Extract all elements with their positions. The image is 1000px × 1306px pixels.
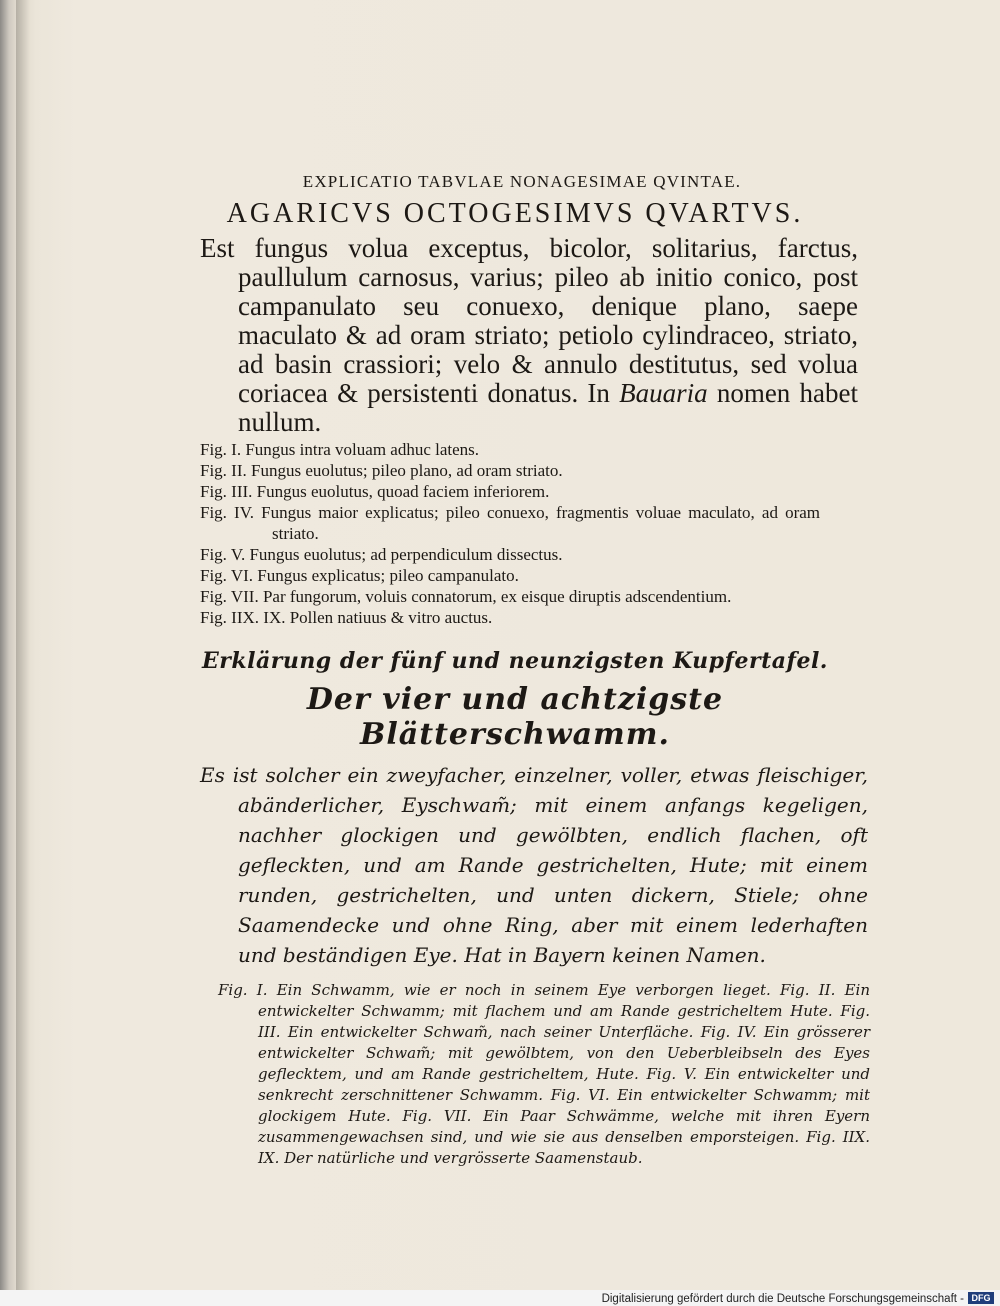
latin-figure-list — [200, 439, 820, 628]
latin-figure-item: Fig. IV. Fungus maior explicatus; pileo conuexo, fragmentis voluae maculato, ad oram striato. — [200, 503, 820, 543]
footer-funding-note: Digitalisierung gefördert durch die Deutsche Forschungsgemeinschaft - — [601, 1293, 964, 1305]
page-text — [200, 172, 870, 1169]
german-description: Es ist solcher ein zweyfacher, einzelner, voller, etwas fleischiger, abänderlicher, Eyschwam̃; mit einem anfangs kegeligen, nachher glockigen und gewölbten, endlich flachen, oft gefleckten, und am Rande gestrichelten, Hute; mit einem runden, gestrichelten, und unten dickern, Stiele; ohne Saamendecke und ohne Ring, aber mit einem lederhaften und beständigen Eye. Hat in Bayern keinen Namen. — [200, 763, 868, 967]
latin-description — [200, 234, 858, 437]
latin-figure-item: Fig. III. Fungus euolutus, quoad faciem inferiorem. — [200, 482, 550, 501]
latin-place-name: Bauaria — [619, 378, 708, 408]
latin-figure-item: Fig. II. Fungus euolutus; pileo plano, ad oram striato. — [200, 461, 563, 480]
german-figure-descriptions: Fig. I. Ein Schwamm, wie er noch in seinem Eye verborgen lieget. Fig. II. Ein entwickelter Schwamm; mit flachem und am Rande gestricheltem Hute. Fig. III. Ein entwickelter Schwam̃, nach seiner Unterfläche. Fig. IV. Ein grösserer entwickelter Schwam̃; mit gewölbtem, von den Ueberbleibseln des Eyes geflecktem, und am Rande gestricheltem, Hute. Fig. V. Ein entwickelter und senkrecht zerschnittener Schwamm. Fig. VI. Ein entwickelter Schwamm; mit glockigem Hute. Fig. VII. Ein Paar Schwämme, welche mit ihren Eyern zusammengewachsen sind, und wie sie aus denselben emporsteigen. Fig. IIX. IX. Der natürliche und vergrösserte Saamenstaub. — [218, 981, 870, 1167]
latin-figure-item: Fig. V. Fungus euolutus; ad perpendiculum dissectus. — [200, 545, 563, 564]
latin-description-text: Est fungus volua exceptus, bicolor, solitarius, farctus, paullulum carnosus, varius; pileo ab initio conico, post campanulato seu conuexo, denique plano, saepe maculato & ad oram striato; petiolo cylindraceo, striato, ad basin crassiori; velo & annulo destitutus, sed volua coriacea & persistenti donatus. In — [200, 233, 858, 408]
latin-figure-item: Fig. IIX. IX. Pollen natiuus & vitro auctus. — [200, 608, 493, 627]
german-species-title: Der vier und achtzigste Blätterschwamm. — [306, 682, 724, 752]
latin-figure-item: Fig. VI. Fungus explicatus; pileo campanulato. — [200, 566, 519, 585]
latin-description-end: nomen habet nullum. — [238, 378, 858, 437]
german-plate-header: Erklärung der fünf und neunzigsten Kupfertafel. — [202, 648, 828, 674]
latin-figure-item: Fig. I. Fungus intra voluam adhuc latens. — [200, 440, 480, 459]
latin-figure-item: Fig. VII. Par fungorum, voluis connatorum, ex eisque diruptis adscendentium. — [200, 587, 732, 606]
latin-species-title: AGARICVS OCTOGESIMVS QVARTVS. — [226, 198, 804, 229]
gutter-shadow — [16, 0, 30, 1290]
dfg-logo[interactable]: DFG — [968, 1292, 994, 1304]
footer-bar — [0, 1290, 1000, 1306]
latin-plate-header: EXPLICATIO TABVLAE NONAGESIMAE QVINTAE. — [302, 172, 742, 191]
